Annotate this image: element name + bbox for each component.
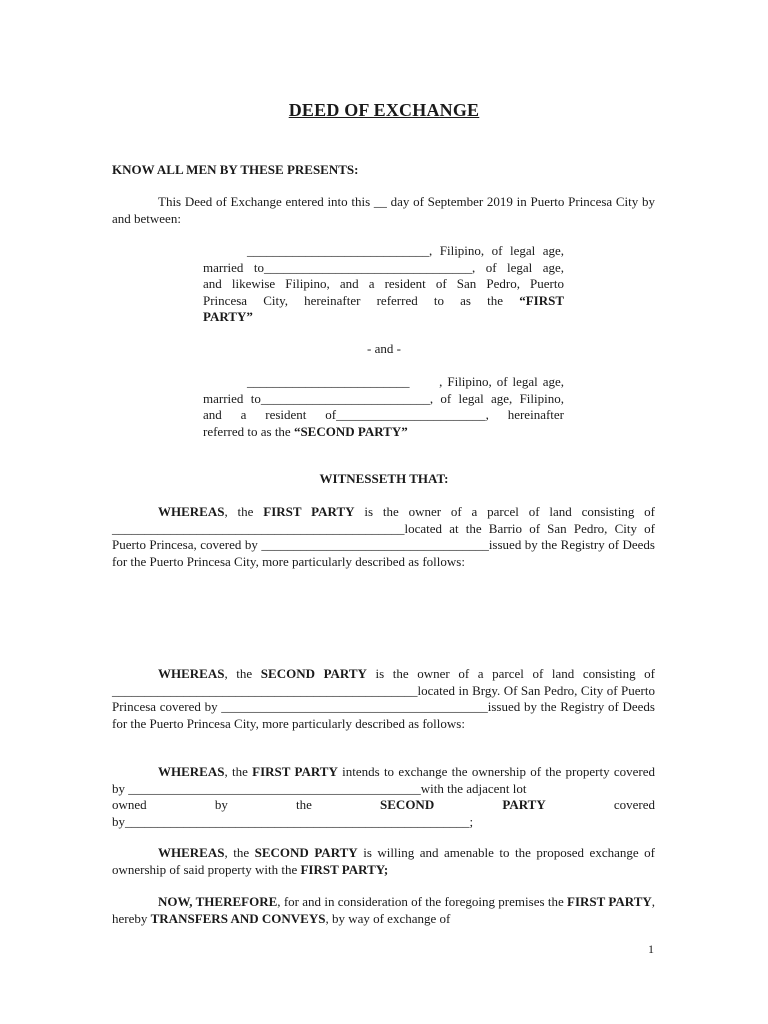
second-party-line-4 (203, 424, 564, 441)
now-text-a: , for and in consideration of the foregoing premises the (277, 894, 568, 909)
second-party-block (203, 374, 564, 440)
intro-paragraph: This Deed of Exchange entered into this __ day of September 2019 in Puerto Princesa City by and between: (112, 194, 655, 226)
first-party-line-3: and likewise Filipino, and a resident of San Pedro, Puerto (203, 276, 564, 291)
and-separator: - and - (367, 341, 401, 356)
whereas-3-line-3 (112, 797, 655, 814)
now-transfers: TRANSFERS AND CONVEYS (150, 910, 326, 926)
whereas-1-party: FIRST PARTY (263, 504, 355, 519)
second-party-line-2: married to__________________________, of legal age, Filipino, (203, 390, 564, 406)
whereas-3-text-a: , the (224, 764, 253, 779)
whereas-2-text-b: is the owner of a parcel of land consisting of _______________________________________________located in Brgy. Of San Pedro, City of Puerto Princesa covered by _________________________________________issued by the Registry of Deeds for the Puerto Princesa City, more particularly described as follows: (112, 666, 655, 731)
first-party-line-2: married to________________________________, of legal age, (203, 259, 564, 275)
whereas-2-party: SECOND PARTY (260, 666, 367, 681)
whereas-4-party-2: FIRST PARTY; (300, 861, 389, 877)
second-party-label: “SECOND PARTY” (293, 423, 408, 439)
word-second: SECOND (380, 797, 435, 812)
second-party-line-4-text: referred to as the (203, 423, 294, 439)
now-party: FIRST PARTY (567, 894, 652, 909)
whereas-paragraph-3 (112, 764, 655, 830)
whereas-4-text-a: , the (224, 845, 255, 860)
page-number: 1 (648, 942, 654, 956)
now-therefore-paragraph (112, 894, 655, 927)
whereas-3-keyword: WHEREAS (158, 764, 225, 779)
word-party: PARTY (502, 797, 546, 812)
whereas-1-text-a: , the (224, 504, 264, 519)
first-party-block (203, 243, 564, 326)
word-the: the (295, 797, 312, 812)
word-by: by (214, 797, 228, 812)
witnesseth-heading: WITNESSETH THAT: (319, 471, 449, 486)
first-party-line-4-text: Princesa City, hereinafter referred to as the (203, 292, 520, 308)
whereas-3-line-4: by_____________________________________________________; (112, 813, 474, 829)
whereas-4-text-b: is willing and amenable to the proposed exchange of ownership of said property with the (112, 845, 655, 877)
first-party-line-5 (203, 309, 564, 326)
whereas-3-party: FIRST PARTY (252, 764, 338, 779)
now-text-c: , by way of exchange of (325, 910, 451, 926)
document-title: DEED OF EXCHANGE (288, 100, 480, 120)
second-party-line-1: _________________________ , Filipino, of legal age, (247, 374, 564, 389)
whereas-paragraph-2 (112, 666, 655, 732)
word-covered: covered (613, 797, 656, 812)
first-party-line-1: ____________________________, Filipino, of legal age, (247, 243, 564, 258)
first-party-line-4 (203, 293, 564, 310)
second-party-line-3: and a resident of_______________________, hereinafter (203, 407, 564, 422)
first-party-label: “FIRST (519, 292, 564, 308)
whereas-3-text-b: intends to exchange the ownership of the property covered by _____________________________________________with the adjacent lot (112, 764, 655, 796)
word-owned: owned (112, 797, 147, 812)
whereas-3-body (112, 764, 655, 797)
whereas-2-text-a: , the (224, 666, 261, 681)
whereas-4-party: SECOND PARTY (254, 845, 358, 860)
whereas-paragraph-4 (112, 845, 655, 878)
know-all-heading: KNOW ALL MEN BY THESE PRESENTS: (112, 162, 359, 177)
whereas-paragraph-1 (112, 504, 655, 570)
whereas-1-keyword: WHEREAS (158, 504, 225, 519)
whereas-2-keyword: WHEREAS (158, 666, 225, 681)
whereas-4-keyword: WHEREAS (158, 845, 225, 860)
whereas-1-text-b: is the owner of a parcel of land consisting of _____________________________________________located at the Barrio of San Pedro, City of Puerto Princesa, covered by ___________________________________issued by the Registry of Deeds for the Puerto Princesa City, more particularly described as follows: (112, 504, 655, 569)
now-text-b: , hereby (112, 894, 655, 926)
first-party-label-end: PARTY” (203, 309, 253, 324)
now-keyword: NOW, THEREFORE (158, 894, 278, 909)
